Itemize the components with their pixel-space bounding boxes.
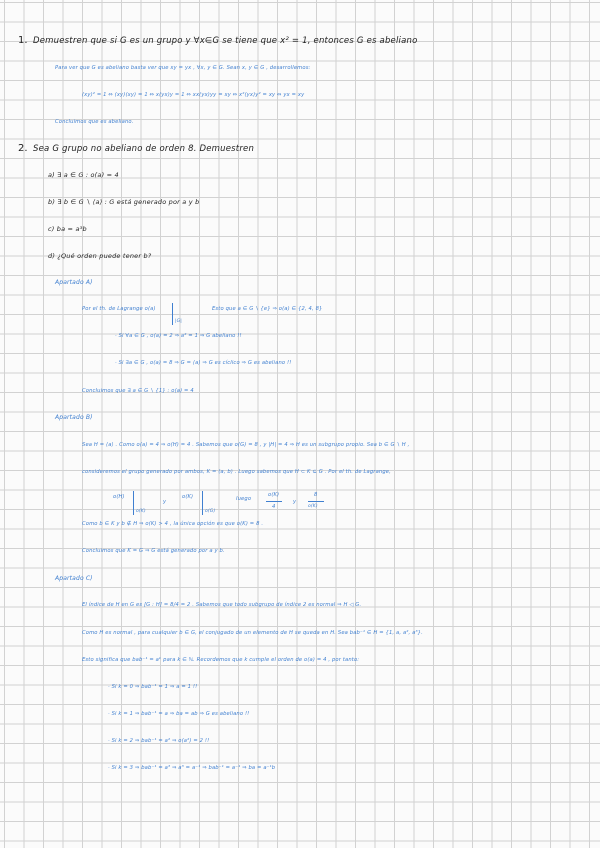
- p1-line-1: Para ver que G es abeliano basta ver que xy = yx , ∀x, y ∈ G. Sean x, y ∈ G , desarrollemos:: [55, 65, 311, 71]
- divides-bar: [202, 491, 203, 515]
- b-f-y2: y: [293, 499, 297, 505]
- section-c-title: Apartado C): [55, 575, 93, 582]
- p2-item-a: a) ∃ a ∈ G : o(a) = 4: [48, 171, 119, 179]
- c-line-5: · Si k = 1 ⇒ bab⁻¹ = a ⇒ ba = ab ⇒ G es abeliano !!: [108, 711, 250, 717]
- b-f-y: y: [163, 499, 167, 505]
- p1-line-3: Concluimos que es abeliano.: [55, 119, 134, 125]
- problem-1-statement: Demuestren que si G es un grupo y ∀x∈G se tiene que x² = 1, entonces G es abeliano: [33, 36, 418, 46]
- b-line-2: consideremos el grupo generado por ambos, K = ⟨a, b⟩ . Luego sabemos que H ⊂ K ⊆ G . Por el th. de Lagrange,: [82, 469, 391, 475]
- a-line-1: Por el th. de Lagrange o(a): [82, 306, 156, 312]
- b-f4-num: 8: [314, 492, 318, 498]
- b-f4-den: o(K): [308, 504, 318, 509]
- b-line-3: Como b ∈ K y b ∉ H ⇒ o(K) > 4 , la única opción es que o(K) = 8 .: [82, 521, 264, 527]
- section-a-title: Apartado A): [55, 279, 93, 286]
- divides-bar: [133, 491, 134, 515]
- c-line-4: · Si k = 0 ⇒ bab⁻¹ = 1 ⇒ a = 1 !!: [108, 684, 198, 690]
- a-line-4: Concluimos que ∃ a ∈ G ∖ {1} : o(a) = 4: [82, 388, 194, 394]
- fraction-bar: [266, 501, 282, 502]
- p2-item-d: d) ¿Qué orden puede tener b?: [48, 252, 152, 260]
- problem-1-number: 1.: [18, 35, 28, 46]
- a-line-1-sub: |G|: [175, 319, 182, 324]
- c-line-6: · Si k = 2 ⇒ bab⁻¹ = a² ⇒ o(a²) = 2 !!: [108, 738, 210, 744]
- a-line-3: · Si ∃a ∈ G , o(a) = 8 ⇒ G = ⟨a⟩ ⇒ G es cíclico ⇒ G es abeliano !!: [115, 360, 292, 366]
- problem-2-statement: Sea G grupo no abeliano de orden 8. Demuestren: [33, 144, 255, 154]
- section-b-title: Apartado B): [55, 414, 93, 421]
- a-line-2: · Si ∀a ∈ G , o(a) = 2 ⇒ a² = 1 ⇒ G abeliano !!: [115, 333, 242, 339]
- p1-line-2: (xy)² = 1 ⇔ (xy)(xy) = 1 ⇔ x(yx)y = 1 ⇔ xx(yx)yy = xy ⇔ x²(yx)y² = xy ⇔ yx = xy: [82, 92, 305, 98]
- b-f3-num: o(K): [268, 492, 280, 498]
- p2-item-c: c) ba = a³b: [48, 225, 87, 233]
- a-line-1b: Esto que a ∈ G ∖ {e} ⇒ o(a) ∈ {2, 4, 8}: [212, 306, 323, 312]
- b-f1: o(H): [113, 494, 125, 500]
- divides-bar: [172, 303, 173, 325]
- b-line-4: Concluimos que K = G ⇒ G está generado por a y b.: [82, 548, 225, 554]
- c-line-2: Como H es normal , para cualquier b ∈ G, el conjugado de un elemento de H se queda en H. Sea bab⁻¹ ∈ H = {1, a, a², a³}.: [82, 630, 423, 636]
- b-f2: o(K): [182, 494, 194, 500]
- p2-item-b: b) ∃ b ∈ G ∖ ⟨a⟩ : G está generado por a y b: [48, 198, 200, 206]
- c-line-7: · Si k = 3 ⇒ bab⁻¹ = a³ ⇒ a³ = a⁻¹ ⇒ bab⁻¹ = a⁻¹ ⇒ ba = a⁻¹b: [108, 765, 276, 771]
- b-f2-sub: o(G): [205, 509, 216, 514]
- b-f-luego: luego: [236, 496, 252, 502]
- b-line-1: Sea H = ⟨a⟩ . Como o(a) = 4 ⇒ o(H) = 4 . Sabemos que o(G) = 8 , y |H| = 4 ⇒ H es un subgrupo propio. Sea b ∈ G ∖ H ,: [82, 442, 410, 448]
- b-f3-den: 4: [272, 504, 276, 510]
- b-f1-sub: o(K): [136, 509, 146, 514]
- problem-2-number: 2.: [18, 143, 28, 154]
- fraction-bar: [308, 501, 324, 502]
- c-line-1: El índice de H en G es [G : H] = 8/4 = 2 . Sabemos que todo subgrupo de índice 2 es normal ⇒ H ◁ G.: [82, 602, 362, 608]
- c-line-3: Esto significa que bab⁻¹ = aᵏ para k ∈ ℕ. Recordemos que k cumple el orden de o(a) = 4 , por tanto:: [82, 657, 360, 663]
